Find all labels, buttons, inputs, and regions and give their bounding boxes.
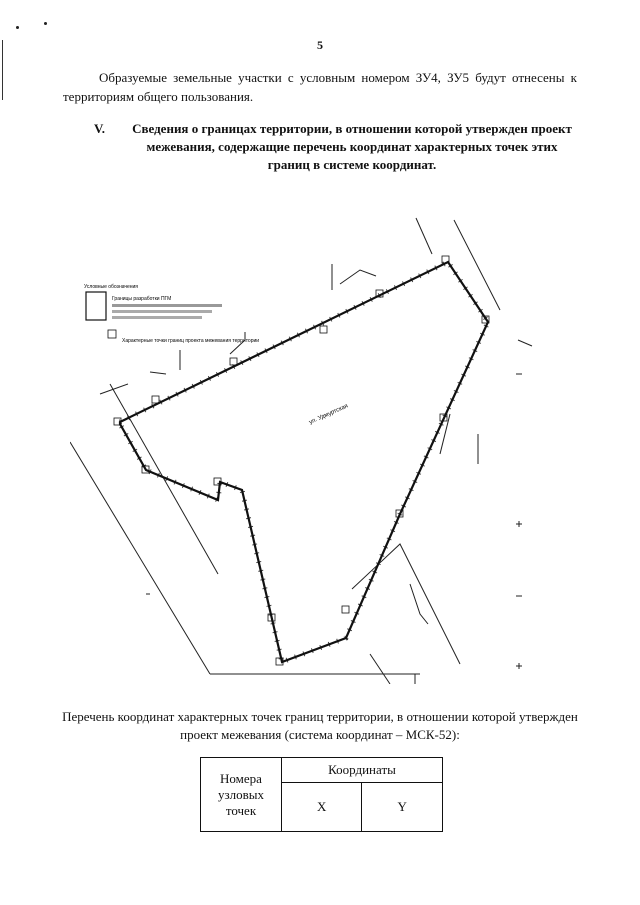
- intro-paragraph: Образуемые земельные участки с условным номером ЗУ4, ЗУ5 будут отнесены к территориям общего пользования.: [63, 70, 577, 104]
- section-title: Сведения о границах территории, в отношении которой утвержден проект межевания, содержащие перечень координат характерных точек этих границ в системе координат.: [132, 121, 572, 172]
- section-heading: [94, 120, 580, 174]
- scan-speck: [16, 26, 19, 29]
- map-legend: [84, 284, 259, 344]
- page-number: 5: [317, 38, 323, 52]
- header-x: X: [282, 783, 362, 832]
- legend-title: Условные обозначения: [84, 284, 139, 290]
- legend-points-label: Характерные точки границ проекта межевания территории: [122, 338, 260, 344]
- context-lines: [70, 218, 532, 684]
- coordinates-table: [200, 757, 443, 832]
- legend-line: [112, 310, 212, 313]
- boundary-map: [70, 214, 540, 684]
- header-coordinates: Координаты: [282, 758, 443, 783]
- parcel-label: ул. Удмуртская: [308, 403, 350, 426]
- section-number: V.: [94, 121, 105, 136]
- legend-line: [112, 316, 202, 319]
- header-y: Y: [362, 783, 443, 832]
- legend-point-swatch: [108, 330, 116, 338]
- header-point-numbers: Номера узловых точек: [201, 758, 282, 832]
- parcel-boundary: [120, 262, 488, 662]
- legend-boundary-swatch: [86, 292, 106, 320]
- coordinates-caption: Перечень координат характерных точек границ территории, в отношении которой утвержден проект межевания (система координат – МСК-52):: [62, 709, 578, 742]
- grid-crosses: [146, 374, 522, 669]
- scan-speck: [44, 22, 47, 25]
- boundary-map-svg: [70, 214, 540, 684]
- legend-line: [112, 304, 222, 307]
- legend-boundary-label: Границы разработки ПГМ: [112, 296, 172, 302]
